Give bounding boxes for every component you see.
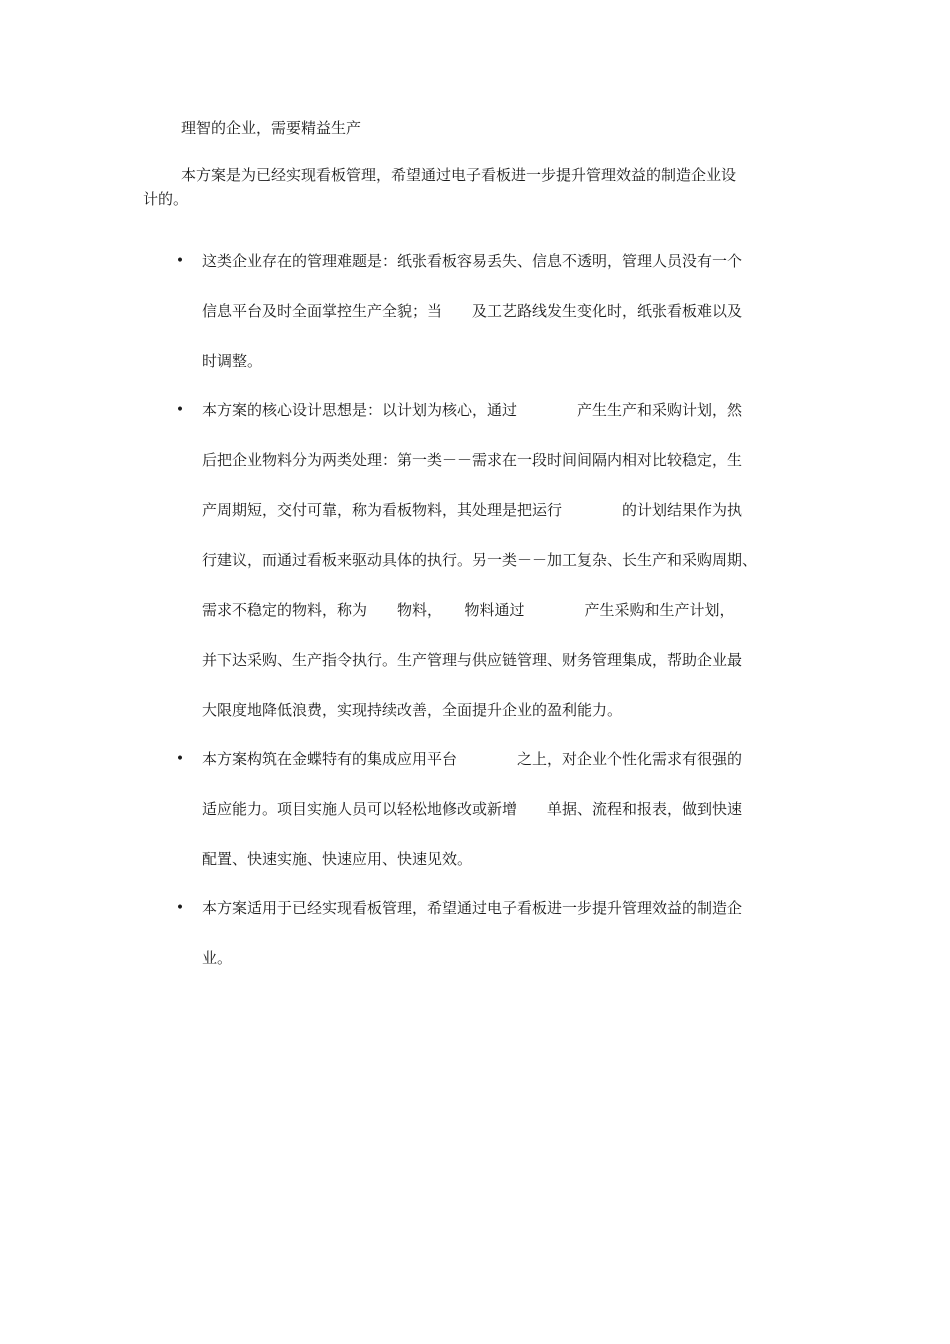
bullet-line: 配置、快速实施、快速应用、快速见效。 (202, 850, 473, 868)
bullet-line: 信息平台及时全面掌控生产全貌；当 及工艺路线发生变化时，纸张看板难以及 (202, 302, 743, 320)
bullet-line: 时调整。 (202, 352, 263, 370)
bullet-text (202, 896, 812, 996)
bullet-text (202, 747, 812, 897)
bullet-line: 本方案构筑在金蝶特有的集成应用平台 之上，对企业个性化需求有很强的 (202, 750, 743, 768)
bullet-line: 后把企业物料分为两类处理：第一类－－需求在一段时间间隔内相对比较稳定，生 (202, 451, 743, 469)
bullet-dot-icon: • (175, 751, 185, 767)
bullet-line: 产周期短，交付可靠，称为看板物料，其处理是把运行 的计划结果作为执 (202, 501, 743, 519)
bullet-text (202, 398, 812, 748)
bullet-line: 并下达采购、生产指令执行。生产管理与供应链管理、财务管理集成，帮助企业最 (202, 651, 743, 669)
bullet-line: 这类企业存在的管理难题是：纸张看板容易丢失、信息不透明，管理人员没有一个 (202, 252, 743, 270)
intro-line: 计的。 (143, 190, 189, 208)
intro-line: 本方案是为已经实现看板管理，希望通过电子看板进一步提升管理效益的制造企业设 (181, 166, 737, 184)
bullet-dot-icon: • (175, 402, 185, 418)
bullet-line: 本方案适用于已经实现看板管理，希望通过电子看板进一步提升管理效益的制造企 (202, 899, 743, 917)
bullet-line: 行建议，而通过看板来驱动具体的执行。另一类－－加工复杂、长生产和采购周期、 (202, 551, 758, 569)
bullet-dot-icon: • (175, 900, 185, 916)
bullet-dot-icon: • (175, 253, 185, 269)
intro-paragraph (143, 163, 811, 211)
document-heading: 理智的企业，需要精益生产 (181, 119, 362, 137)
bullet-line: 本方案的核心设计思想是：以计划为核心，通过 产生生产和采购计划，然 (202, 401, 743, 419)
bullet-line: 适应能力。项目实施人员可以轻松地修改或新增 单据、流程和报表，做到快速 (202, 800, 743, 818)
bullet-line: 业。 (202, 949, 233, 967)
bullet-line: 需求不稳定的物料，称为 物料， 物料通过 产生采购和生产计划， (202, 601, 735, 619)
bullet-line: 大限度地降低浪费，实现持续改善，全面提升企业的盈利能力。 (202, 701, 623, 719)
bullet-text (202, 249, 812, 399)
